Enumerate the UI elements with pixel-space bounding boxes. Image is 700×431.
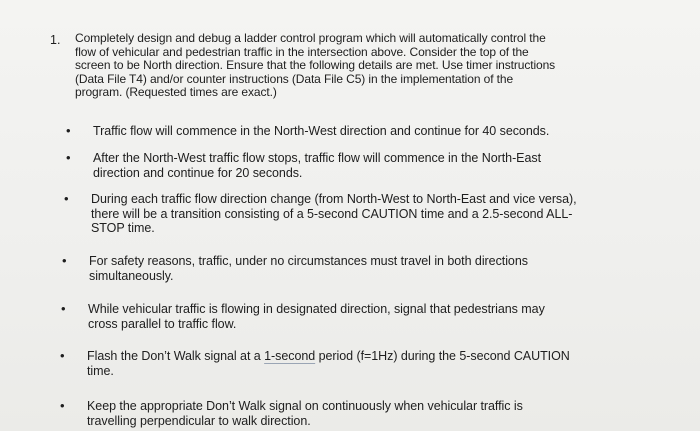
bullet-line: simultaneously. bbox=[89, 268, 174, 283]
bullet-line-start: Flash the Don’t Walk signal at a bbox=[87, 349, 265, 363]
bullet-dot: • bbox=[64, 191, 69, 206]
bullet-dot: • bbox=[62, 253, 67, 268]
intro-line: (Data File T4) and/or counter instructions (Data File C5) in the implementation of the bbox=[75, 71, 514, 86]
bullet-line: For safety reasons, traffic, under no circumstances must travel in both directions bbox=[89, 254, 528, 268]
bullet-line: After the North-West traffic flow stops, traffic flow will commence in the North-East bbox=[93, 151, 541, 165]
bullet-dot: • bbox=[60, 398, 65, 413]
item-number: 1. bbox=[50, 33, 61, 47]
underlined-period: 1-second bbox=[264, 349, 316, 363]
bullet-line bbox=[87, 349, 570, 364]
bullet-text bbox=[93, 124, 549, 139]
bullet-text bbox=[88, 302, 545, 331]
bullet-dot: • bbox=[66, 123, 71, 138]
bullet-dot: • bbox=[66, 150, 71, 165]
bullet-line: there will be a transition consisting of a 5-second CAUTION time and a 2.5-second ALL- bbox=[91, 206, 573, 221]
intro-line: Completely design and debug a ladder control program which will automatically control the bbox=[75, 31, 546, 45]
bullet-dot: • bbox=[61, 301, 66, 316]
bullet-dot: • bbox=[60, 348, 65, 363]
bullet-line: Keep the appropriate Don’t Walk signal on continuously when vehicular traffic is bbox=[87, 399, 523, 413]
intro-line: program. (Requested times are exact.) bbox=[75, 85, 277, 100]
bullet-line: travelling perpendicular to walk direction. bbox=[87, 413, 311, 428]
bullet-text bbox=[89, 254, 528, 283]
bullet-line: Traffic flow will commence in the North-West direction and continue for 40 seconds. bbox=[93, 124, 550, 138]
bullet-text bbox=[91, 192, 577, 236]
bullet-line-end: period (f=1Hz) during the 5-second CAUTION bbox=[315, 349, 570, 363]
bullet-line: direction and continue for 20 seconds. bbox=[93, 165, 303, 180]
intro-line: screen to be North direction. Ensure that the following details are met. Use timer instructions bbox=[75, 58, 556, 73]
bullet-line: time. bbox=[87, 363, 114, 378]
bullet-line: cross parallel to traffic flow. bbox=[88, 316, 237, 331]
bullet-text bbox=[87, 399, 523, 428]
bullet-text bbox=[93, 151, 541, 180]
bullet-line: During each traffic flow direction change (from North-West to North-East and vice versa), bbox=[91, 192, 577, 206]
intro-paragraph bbox=[75, 32, 635, 100]
bullet-line: STOP time. bbox=[91, 221, 155, 235]
bullet-line: While vehicular traffic is flowing in designated direction, signal that pedestrians may bbox=[88, 302, 545, 316]
bullet-text bbox=[87, 349, 570, 378]
intro-line: flow of vehicular and pedestrian traffic in the intersection above. Consider the top of the bbox=[75, 44, 529, 59]
